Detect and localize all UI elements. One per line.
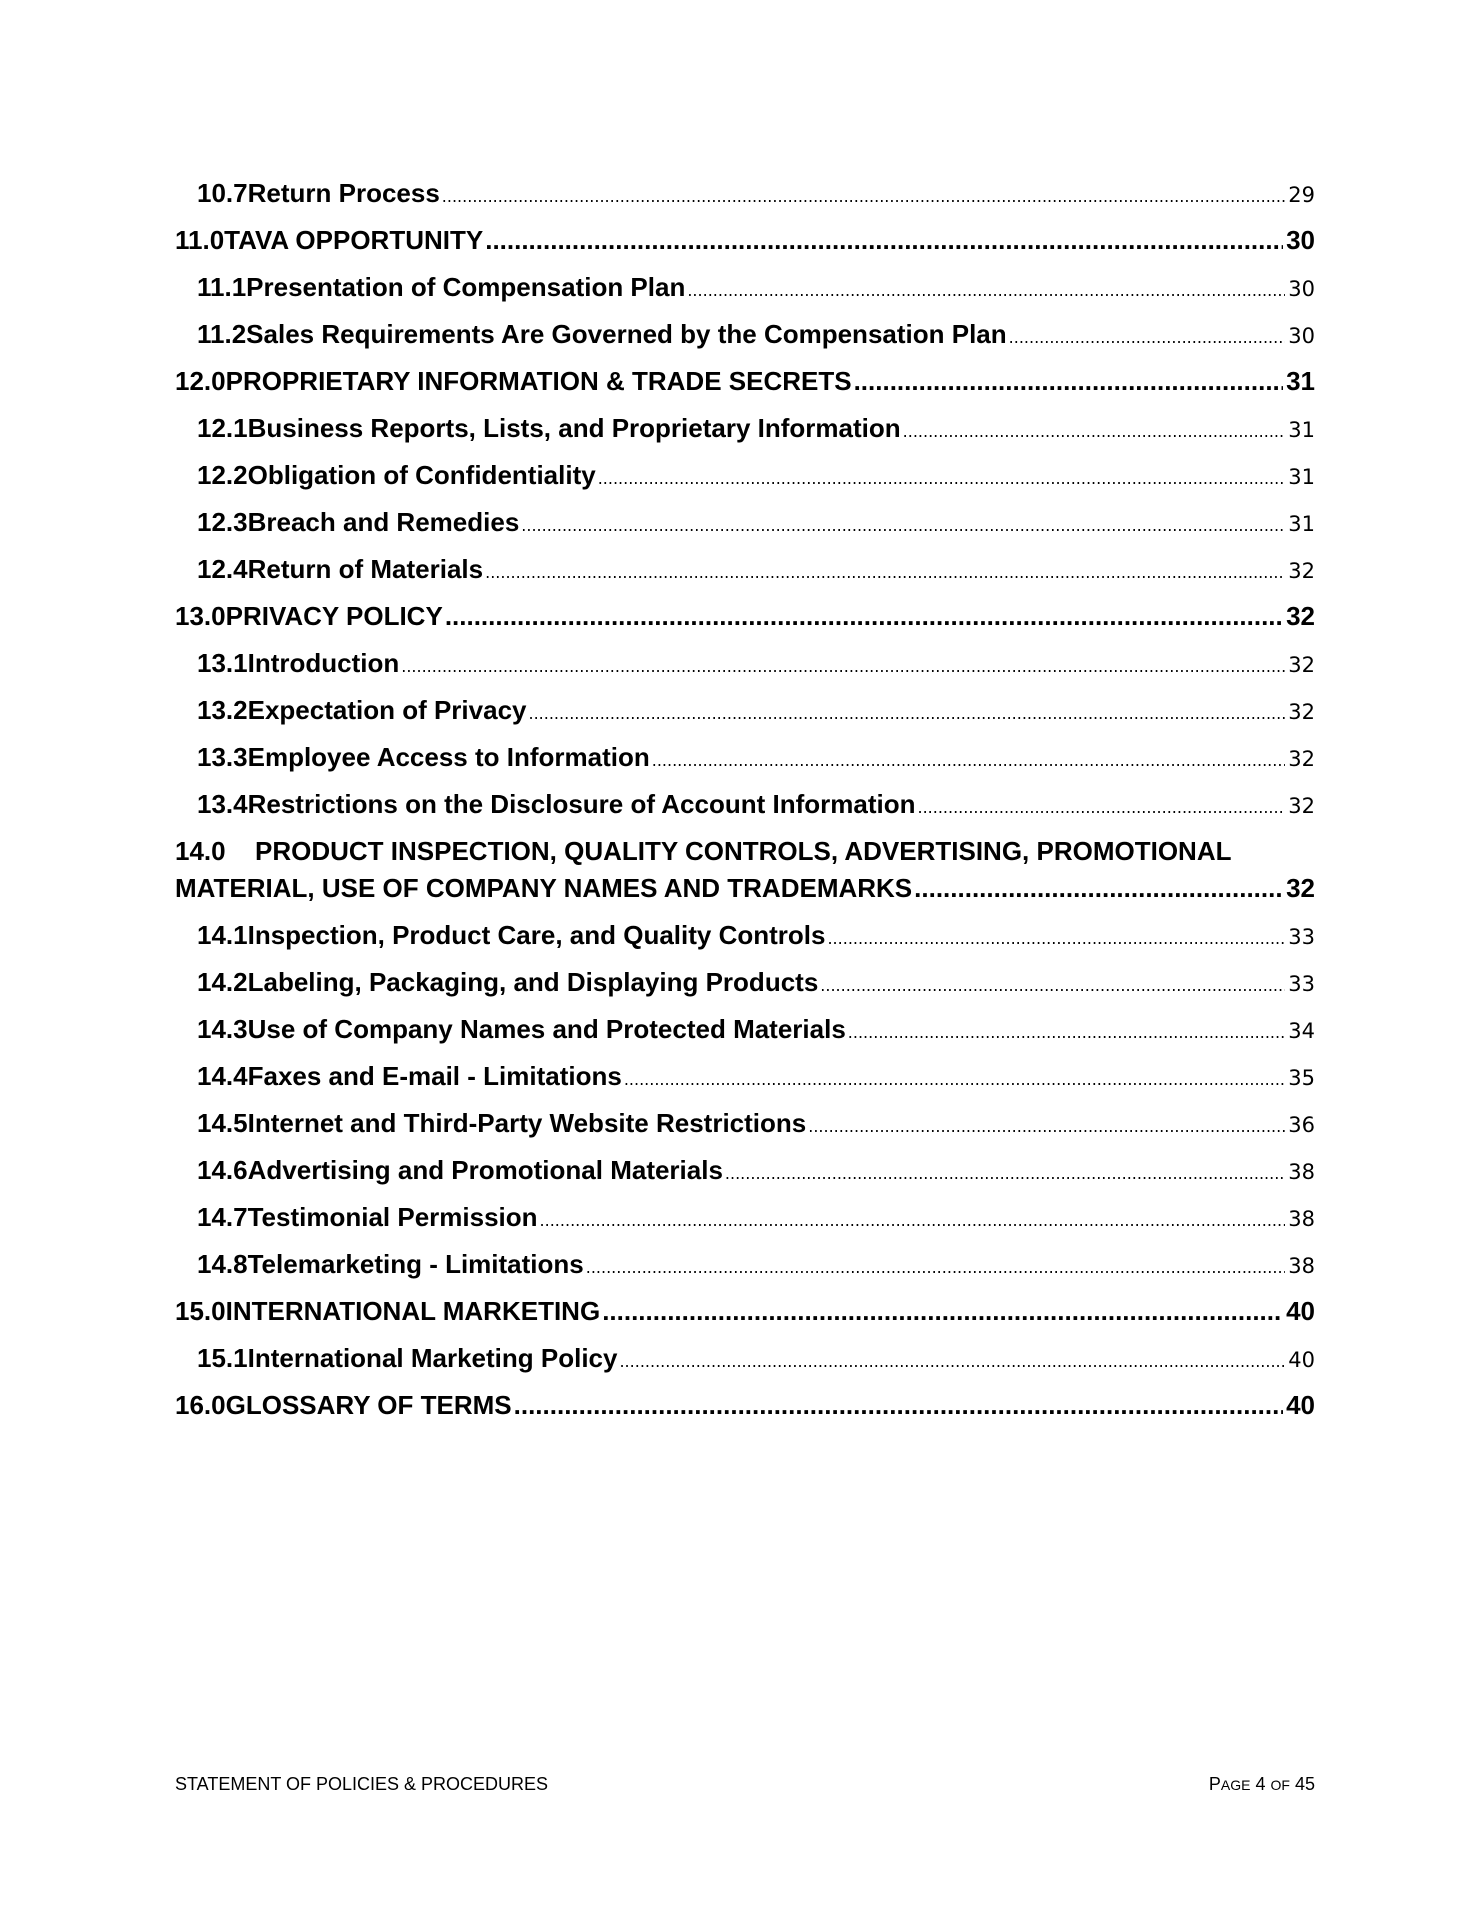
toc-entry-page: 34 bbox=[1288, 1019, 1315, 1043]
toc-entry-title: Expectation of Privacy bbox=[247, 695, 527, 725]
toc-entry-title: PRIVACY POLICY bbox=[225, 601, 443, 631]
dot-leader bbox=[914, 872, 1283, 905]
toc-entry-title: Internet and Third-Party Website Restrictions bbox=[247, 1108, 807, 1138]
toc-subsection-entry bbox=[175, 734, 1315, 781]
toc-section-entry bbox=[175, 217, 1315, 264]
toc-entry-title: Telemarketing - Limitations bbox=[247, 1249, 584, 1279]
dot-leader bbox=[586, 1244, 1286, 1292]
toc-entry-page: 38 bbox=[1288, 1160, 1315, 1184]
footer-page-current: 4 bbox=[1255, 1774, 1266, 1794]
toc-entry-title: Restrictions on the Disclosure of Account Information bbox=[247, 789, 916, 819]
footer-page-total: 45 bbox=[1294, 1774, 1315, 1794]
toc-entry-page: 38 bbox=[1288, 1207, 1315, 1231]
dot-leader bbox=[485, 549, 1285, 597]
dot-leader bbox=[854, 358, 1284, 409]
toc-entry-page: 30 bbox=[1288, 324, 1315, 348]
toc-entry-title: Employee Access to Information bbox=[247, 742, 650, 772]
toc-subsection-entry bbox=[175, 1006, 1315, 1053]
toc-entry-number: 12.2 bbox=[197, 460, 248, 490]
toc-entry-title: Return of Materials bbox=[247, 554, 484, 584]
toc-subsection-entry bbox=[175, 1147, 1315, 1194]
toc-entry-title: Advertising and Promotional Materials bbox=[247, 1155, 723, 1185]
toc-entry-page: 32 bbox=[1288, 794, 1315, 818]
toc-entry-title: Presentation of Compensation Plan bbox=[246, 272, 686, 302]
toc-subsection-entry bbox=[175, 1335, 1315, 1382]
toc-entry-number: 13.1 bbox=[197, 648, 248, 678]
toc-entry-number: 11.1 bbox=[197, 272, 247, 302]
dot-leader bbox=[827, 915, 1285, 963]
toc-entry-title: International Marketing Policy bbox=[247, 1343, 618, 1373]
toc-entry-page: 31 bbox=[1288, 512, 1315, 536]
dot-leader bbox=[442, 173, 1285, 221]
toc-entry-title: Labeling, Packaging, and Displaying Products bbox=[247, 967, 819, 997]
toc-subsection-entry bbox=[175, 170, 1315, 217]
toc-entry-number: 11.0 bbox=[175, 225, 225, 255]
toc-entry-page: 29 bbox=[1288, 183, 1315, 207]
toc-entry-title: PROPRIETARY INFORMATION & TRADE SECRETS bbox=[225, 366, 852, 396]
toc-entry-number: 14.8 bbox=[197, 1249, 248, 1279]
toc-entry-page: 40 bbox=[1286, 1390, 1315, 1420]
toc-subsection-entry bbox=[175, 1194, 1315, 1241]
toc-subsection-entry bbox=[175, 546, 1315, 593]
toc-entry-number: 14.5 bbox=[197, 1108, 248, 1138]
toc-entry-title: Obligation of Confidentiality bbox=[247, 460, 596, 490]
toc-entry-number: 14.4 bbox=[197, 1061, 248, 1091]
toc-entry-number: 13.4 bbox=[197, 789, 248, 819]
toc-entry-title: Introduction bbox=[247, 648, 400, 678]
toc-entry-title: PRODUCT INSPECTION, QUALITY CONTROLS, ADVERTISING, PROMOTIONAL bbox=[255, 836, 1232, 866]
dot-leader bbox=[687, 267, 1285, 315]
dot-leader bbox=[514, 1382, 1283, 1433]
footer-page-cap: P bbox=[1208, 1774, 1221, 1794]
toc-entry-number: 11.2 bbox=[197, 319, 247, 349]
toc-entry-page: 32 bbox=[1288, 747, 1315, 771]
toc-section-entry bbox=[175, 828, 1315, 912]
toc-entry-title: Faxes and E-mail - Limitations bbox=[247, 1061, 622, 1091]
dot-leader bbox=[401, 643, 1285, 691]
toc-entry-number: 10.7 bbox=[197, 178, 248, 208]
toc-entry-page: 33 bbox=[1288, 925, 1315, 949]
toc-entry-number: 14.6 bbox=[197, 1155, 248, 1185]
dot-leader bbox=[820, 962, 1285, 1010]
toc-entry-number: 15.0 bbox=[175, 1296, 226, 1326]
page-footer bbox=[175, 1774, 1315, 1795]
toc-entry-page: 32 bbox=[1288, 653, 1315, 677]
toc-subsection-entry bbox=[175, 499, 1315, 546]
toc-entry-title: Sales Requirements Are Governed by the Compensation Plan bbox=[246, 319, 1007, 349]
dot-leader bbox=[917, 784, 1285, 832]
toc-entry-page: 32 bbox=[1288, 559, 1315, 583]
toc-entry-title: INTERNATIONAL MARKETING bbox=[225, 1296, 601, 1326]
toc-entry-number: 14.7 bbox=[197, 1202, 248, 1232]
toc-entry-page: 32 bbox=[1288, 700, 1315, 724]
toc-entry-page: 36 bbox=[1288, 1113, 1315, 1137]
dot-leader bbox=[445, 593, 1283, 644]
dot-leader bbox=[598, 455, 1286, 503]
toc-entry-number: 12.1 bbox=[197, 413, 248, 443]
toc-entry-number: 14.0 bbox=[175, 836, 226, 866]
toc-entry-number: 14.3 bbox=[197, 1014, 248, 1044]
dot-leader bbox=[652, 737, 1286, 785]
toc-entry-title: TAVA OPPORTUNITY bbox=[224, 225, 484, 255]
toc-subsection-entry bbox=[175, 264, 1315, 311]
toc-entry-title: Business Reports, Lists, and Proprietary Information bbox=[247, 413, 901, 443]
toc-subsection-entry bbox=[175, 1053, 1315, 1100]
dot-leader bbox=[619, 1338, 1285, 1386]
toc-subsection-entry bbox=[175, 959, 1315, 1006]
dot-leader bbox=[521, 502, 1285, 550]
toc-entry-page: 31 bbox=[1288, 465, 1315, 489]
dot-leader bbox=[903, 408, 1286, 456]
toc-subsection-entry bbox=[175, 1241, 1315, 1288]
toc-subsection-entry bbox=[175, 781, 1315, 828]
toc-subsection-entry bbox=[175, 452, 1315, 499]
toc-entry-line2 bbox=[175, 872, 1315, 905]
toc-entry-page: 32 bbox=[1286, 873, 1315, 903]
footer-of: OF bbox=[1270, 1777, 1290, 1793]
toc-entry-page: 31 bbox=[1288, 418, 1315, 442]
toc-subsection-entry bbox=[175, 640, 1315, 687]
toc-subsection-entry bbox=[175, 687, 1315, 734]
toc-entry-page: 33 bbox=[1288, 972, 1315, 996]
toc-section-entry bbox=[175, 593, 1315, 640]
toc-subsection-entry bbox=[175, 405, 1315, 452]
toc-entry-page: 38 bbox=[1288, 1254, 1315, 1278]
toc-entry-title: Return Process bbox=[247, 178, 440, 208]
footer-document-title: STATEMENT OF POLICIES & PROCEDURES bbox=[175, 1774, 549, 1794]
toc-subsection-entry bbox=[175, 1100, 1315, 1147]
toc-entry-title: Breach and Remedies bbox=[247, 507, 520, 537]
table-of-contents bbox=[175, 170, 1315, 1429]
dot-leader bbox=[485, 217, 1283, 268]
toc-entry-page: 40 bbox=[1288, 1348, 1315, 1372]
dot-leader bbox=[1009, 314, 1286, 362]
toc-entry-number: 12.4 bbox=[197, 554, 248, 584]
toc-entry-title: Use of Company Names and Protected Materials bbox=[247, 1014, 846, 1044]
toc-section-entry bbox=[175, 358, 1315, 405]
toc-entry-page: 40 bbox=[1286, 1296, 1315, 1326]
dot-leader bbox=[808, 1103, 1285, 1151]
toc-subsection-entry bbox=[175, 912, 1315, 959]
dot-leader bbox=[624, 1056, 1285, 1104]
toc-entry-number: 12.3 bbox=[197, 507, 248, 537]
footer-page-word: AGE bbox=[1220, 1777, 1251, 1793]
toc-entry-title: GLOSSARY OF TERMS bbox=[225, 1390, 512, 1420]
toc-entry-number: 13.3 bbox=[197, 742, 248, 772]
footer-page-number bbox=[1209, 1774, 1315, 1795]
toc-entry-title: Inspection, Product Care, and Quality Controls bbox=[247, 920, 826, 950]
toc-section-entry bbox=[175, 1382, 1315, 1429]
toc-entry-number: 13.0 bbox=[175, 601, 226, 631]
dot-leader bbox=[602, 1288, 1283, 1339]
toc-entry-number: 14.1 bbox=[197, 920, 248, 950]
toc-entry-number: 16.0 bbox=[175, 1390, 226, 1420]
toc-entry-line1 bbox=[175, 835, 1315, 872]
dot-leader bbox=[725, 1150, 1285, 1198]
toc-entry-page: 30 bbox=[1286, 225, 1315, 255]
toc-entry-page: 30 bbox=[1288, 277, 1315, 301]
toc-subsection-entry bbox=[175, 311, 1315, 358]
toc-entry-number: 12.0 bbox=[175, 366, 226, 396]
toc-entry-page: 31 bbox=[1286, 366, 1315, 396]
toc-entry-number: 15.1 bbox=[197, 1343, 248, 1373]
toc-entry-page: 35 bbox=[1288, 1066, 1315, 1090]
toc-entry-page: 32 bbox=[1286, 601, 1315, 631]
toc-entry-number: 14.2 bbox=[197, 967, 248, 997]
toc-entry-title-continued: MATERIAL, USE OF COMPANY NAMES AND TRADEMARKS bbox=[175, 873, 913, 903]
toc-section-entry bbox=[175, 1288, 1315, 1335]
dot-leader bbox=[540, 1197, 1286, 1245]
toc-entry-title: Testimonial Permission bbox=[247, 1202, 538, 1232]
dot-leader bbox=[529, 690, 1286, 738]
dot-leader bbox=[848, 1009, 1285, 1057]
toc-entry-number: 13.2 bbox=[197, 695, 248, 725]
